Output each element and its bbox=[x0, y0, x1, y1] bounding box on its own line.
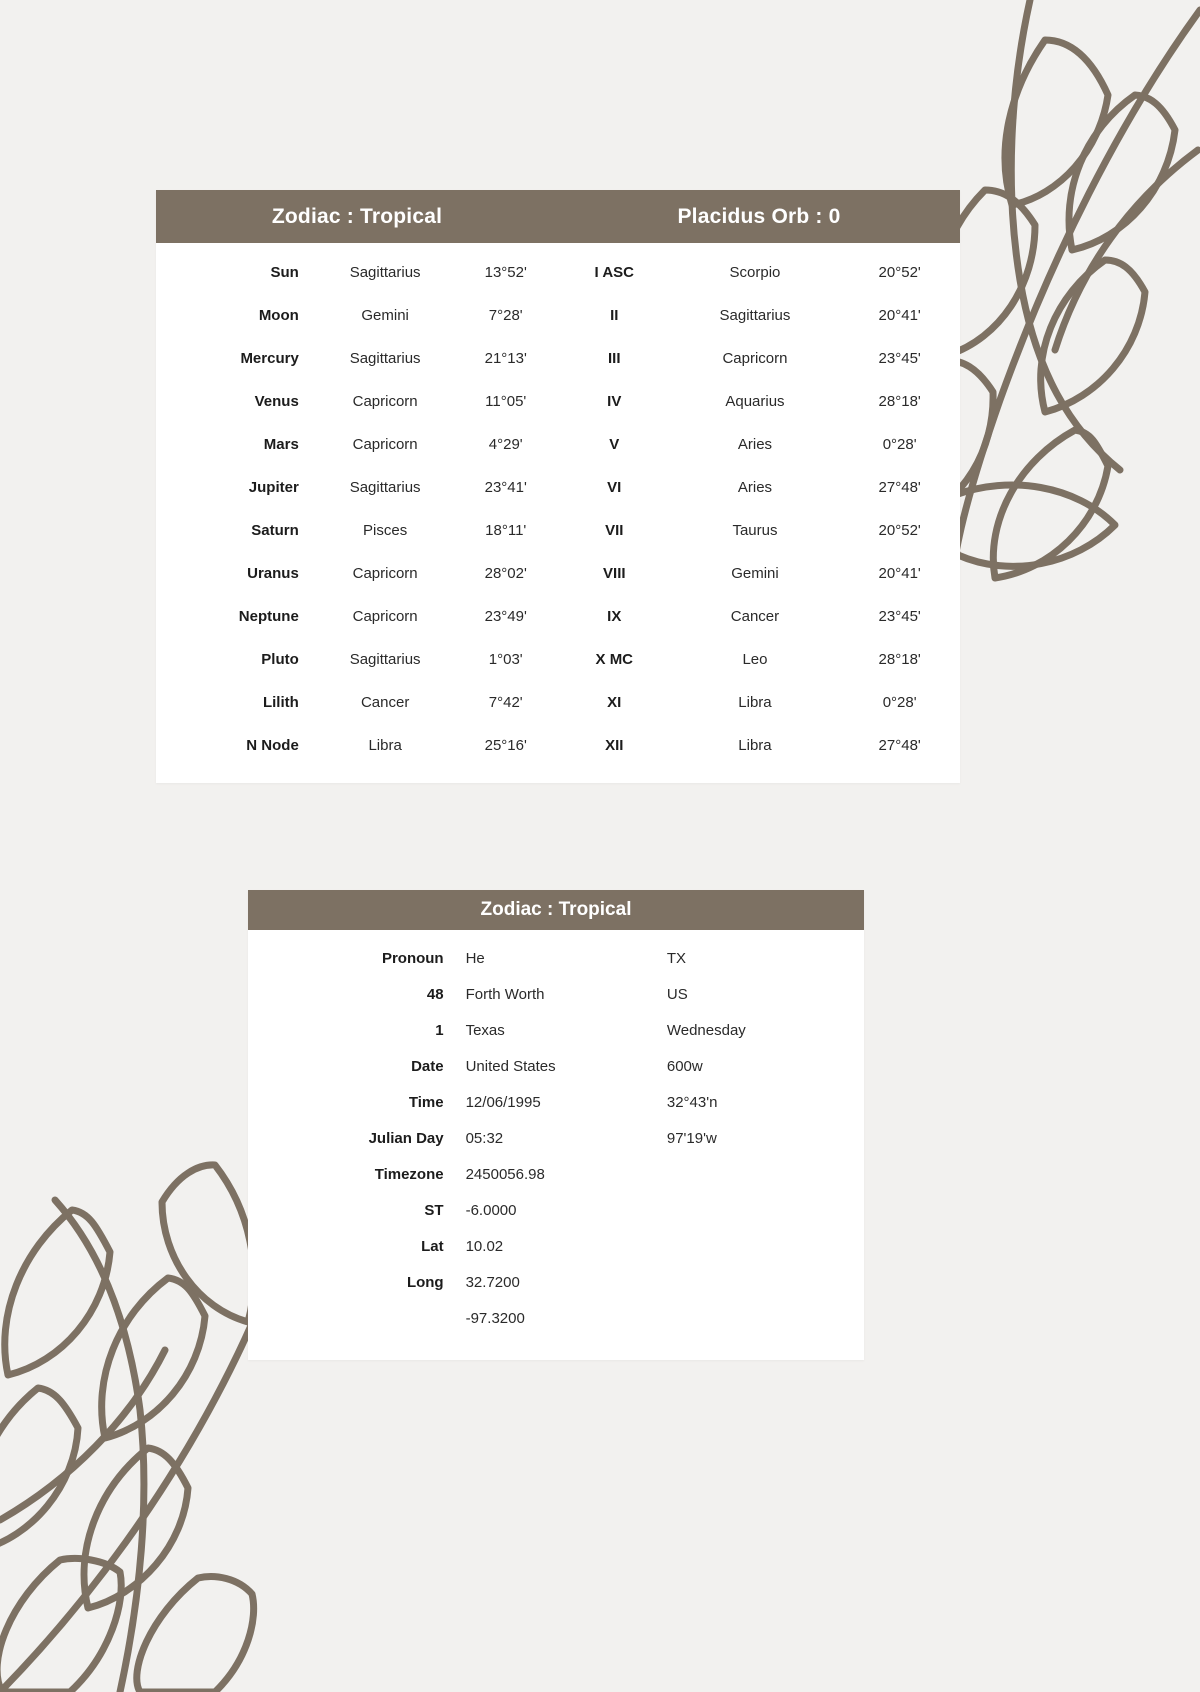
info-value-primary: 10.02 bbox=[465, 1237, 504, 1255]
house-sign: Cancer bbox=[730, 608, 780, 625]
planet-sign: Capricorn bbox=[352, 393, 418, 410]
house-name: II bbox=[610, 307, 619, 324]
house-sign: Capricorn bbox=[722, 350, 788, 367]
table-row bbox=[156, 337, 558, 380]
planet-degree: 23°49' bbox=[484, 608, 527, 625]
planet-sign: Libra bbox=[368, 737, 402, 754]
info-label: Julian Day bbox=[368, 1129, 444, 1147]
planet-name: Saturn bbox=[251, 522, 299, 539]
info-value-secondary: TX bbox=[666, 949, 687, 967]
house-sign: Aries bbox=[737, 436, 773, 453]
planet-degree: 25°16' bbox=[484, 737, 527, 754]
house-degree: 0°28' bbox=[882, 694, 917, 711]
planet-name: N Node bbox=[246, 737, 299, 754]
table-row bbox=[156, 552, 558, 595]
info-value-primary: 12/06/1995 bbox=[465, 1093, 541, 1111]
info-label: ST bbox=[424, 1201, 444, 1219]
planet-name: Venus bbox=[254, 393, 299, 410]
info-label: Time bbox=[408, 1093, 444, 1111]
list-item bbox=[248, 1300, 864, 1336]
house-sign: Libra bbox=[738, 694, 772, 711]
house-name: IX bbox=[607, 608, 622, 625]
house-degree: 23°45' bbox=[878, 350, 921, 367]
planet-sign: Pisces bbox=[363, 522, 408, 539]
list-item bbox=[248, 940, 864, 976]
planet-degree: 28°02' bbox=[484, 565, 527, 582]
info-label: Timezone bbox=[374, 1165, 444, 1183]
list-item bbox=[248, 1084, 864, 1120]
list-item bbox=[248, 1228, 864, 1264]
planet-sign: Cancer bbox=[360, 694, 410, 711]
house-degree: 27°48' bbox=[878, 479, 921, 496]
list-item bbox=[248, 1012, 864, 1048]
house-name: XI bbox=[607, 694, 622, 711]
info-header: Zodiac : Tropical bbox=[248, 890, 864, 930]
planet-name: Moon bbox=[258, 307, 299, 324]
planet-name: Lilith bbox=[262, 694, 299, 711]
table-row bbox=[156, 724, 558, 767]
info-value-primary: -6.0000 bbox=[465, 1201, 517, 1219]
house-degree: 20°41' bbox=[878, 307, 921, 324]
table-row bbox=[558, 294, 960, 337]
info-value-primary: 05:32 bbox=[465, 1129, 504, 1147]
house-degree: 27°48' bbox=[878, 737, 921, 754]
planet-degree: 13°52' bbox=[484, 264, 527, 281]
house-degree: 20°41' bbox=[878, 565, 921, 582]
table-row bbox=[156, 681, 558, 724]
table-row bbox=[558, 509, 960, 552]
chart-header-placidus: Placidus Orb : 0 bbox=[677, 204, 841, 228]
astrology-chart-card bbox=[156, 190, 960, 783]
table-row bbox=[156, 638, 558, 681]
table-row bbox=[558, 380, 960, 423]
house-sign: Libra bbox=[738, 737, 772, 754]
planet-name: Neptune bbox=[238, 608, 299, 625]
list-item bbox=[248, 976, 864, 1012]
house-degree: 23°45' bbox=[878, 608, 921, 625]
house-sign: Aquarius bbox=[725, 393, 785, 410]
planets-column bbox=[156, 251, 558, 767]
table-row bbox=[558, 337, 960, 380]
planet-sign: Capricorn bbox=[352, 565, 418, 582]
planet-name: Sun bbox=[270, 264, 299, 281]
house-sign: Scorpio bbox=[729, 264, 781, 281]
info-value-primary: Texas bbox=[465, 1021, 505, 1039]
house-name: X MC bbox=[595, 651, 634, 668]
planet-sign: Capricorn bbox=[352, 436, 418, 453]
house-degree: 0°28' bbox=[882, 436, 917, 453]
info-label: Date bbox=[411, 1057, 444, 1075]
planet-sign: Sagittarius bbox=[349, 651, 421, 668]
house-sign: Leo bbox=[742, 651, 768, 668]
house-name: VI bbox=[607, 479, 622, 496]
info-value-primary: 32.7200 bbox=[465, 1273, 520, 1291]
planet-degree: 23°41' bbox=[484, 479, 527, 496]
house-name: IV bbox=[607, 393, 622, 410]
info-label: Long bbox=[406, 1273, 444, 1291]
planet-degree: 7°42' bbox=[488, 694, 523, 711]
info-value-primary: -97.3200 bbox=[465, 1309, 525, 1327]
planet-name: Uranus bbox=[247, 565, 299, 582]
table-row bbox=[156, 380, 558, 423]
table-row bbox=[558, 638, 960, 681]
planet-name: Mars bbox=[263, 436, 299, 453]
table-row bbox=[156, 595, 558, 638]
table-row bbox=[558, 595, 960, 638]
planet-name: Mercury bbox=[240, 350, 299, 367]
house-degree: 20°52' bbox=[878, 264, 921, 281]
info-value-primary: 2450056.98 bbox=[465, 1165, 545, 1183]
planet-sign: Sagittarius bbox=[349, 264, 421, 281]
info-value-primary: Forth Worth bbox=[465, 985, 545, 1003]
table-row bbox=[558, 552, 960, 595]
house-sign: Aries bbox=[737, 479, 773, 496]
table-row bbox=[156, 423, 558, 466]
info-label: 1 bbox=[435, 1021, 444, 1039]
table-row bbox=[558, 251, 960, 294]
planet-degree: 1°03' bbox=[488, 651, 523, 668]
table-row bbox=[558, 466, 960, 509]
house-sign: Gemini bbox=[731, 565, 779, 582]
list-item bbox=[248, 1264, 864, 1300]
info-body bbox=[248, 930, 864, 1360]
chart-header bbox=[156, 190, 960, 243]
info-value-primary: United States bbox=[465, 1057, 556, 1075]
house-name: VII bbox=[605, 522, 624, 539]
chart-body bbox=[156, 243, 960, 783]
planet-name: Pluto bbox=[261, 651, 299, 668]
table-row bbox=[156, 509, 558, 552]
house-degree: 28°18' bbox=[878, 651, 921, 668]
table-row bbox=[558, 681, 960, 724]
list-item bbox=[248, 1048, 864, 1084]
list-item bbox=[248, 1156, 864, 1192]
house-degree: 28°18' bbox=[878, 393, 921, 410]
house-name: III bbox=[608, 350, 621, 367]
planet-sign: Sagittarius bbox=[349, 479, 421, 496]
info-value-primary: He bbox=[465, 949, 485, 967]
info-value-secondary: 600w bbox=[666, 1057, 703, 1075]
info-label: Lat bbox=[421, 1237, 444, 1255]
houses-column bbox=[558, 251, 960, 767]
house-name: I ASC bbox=[594, 264, 634, 281]
house-name: V bbox=[609, 436, 620, 453]
house-degree: 20°52' bbox=[878, 522, 921, 539]
info-value-secondary: 97'19'w bbox=[666, 1129, 717, 1147]
house-name: XII bbox=[605, 737, 624, 754]
birth-info-card bbox=[248, 890, 864, 1360]
info-label: Pronoun bbox=[381, 949, 444, 967]
info-label: 48 bbox=[426, 985, 444, 1003]
table-row bbox=[558, 724, 960, 767]
planet-sign: Gemini bbox=[361, 307, 409, 324]
planet-degree: 18°11' bbox=[485, 522, 527, 539]
planet-degree: 7°28' bbox=[488, 307, 523, 324]
table-row bbox=[156, 251, 558, 294]
info-value-secondary: 32°43'n bbox=[666, 1093, 718, 1111]
planet-sign: Sagittarius bbox=[349, 350, 421, 367]
planet-degree: 21°13' bbox=[484, 350, 527, 367]
planet-name: Jupiter bbox=[248, 479, 299, 496]
house-name: VIII bbox=[603, 565, 626, 582]
house-sign: Taurus bbox=[732, 522, 778, 539]
list-item bbox=[248, 1192, 864, 1228]
planet-sign: Capricorn bbox=[352, 608, 418, 625]
info-value-secondary: US bbox=[666, 985, 688, 1003]
table-row bbox=[156, 466, 558, 509]
planet-degree: 11°05' bbox=[485, 393, 527, 410]
info-value-secondary: Wednesday bbox=[666, 1021, 746, 1039]
house-sign: Sagittarius bbox=[719, 307, 791, 324]
table-row bbox=[558, 423, 960, 466]
list-item bbox=[248, 1120, 864, 1156]
planet-degree: 4°29' bbox=[488, 436, 523, 453]
chart-header-zodiac: Zodiac : Tropical bbox=[271, 204, 443, 228]
table-row bbox=[156, 294, 558, 337]
